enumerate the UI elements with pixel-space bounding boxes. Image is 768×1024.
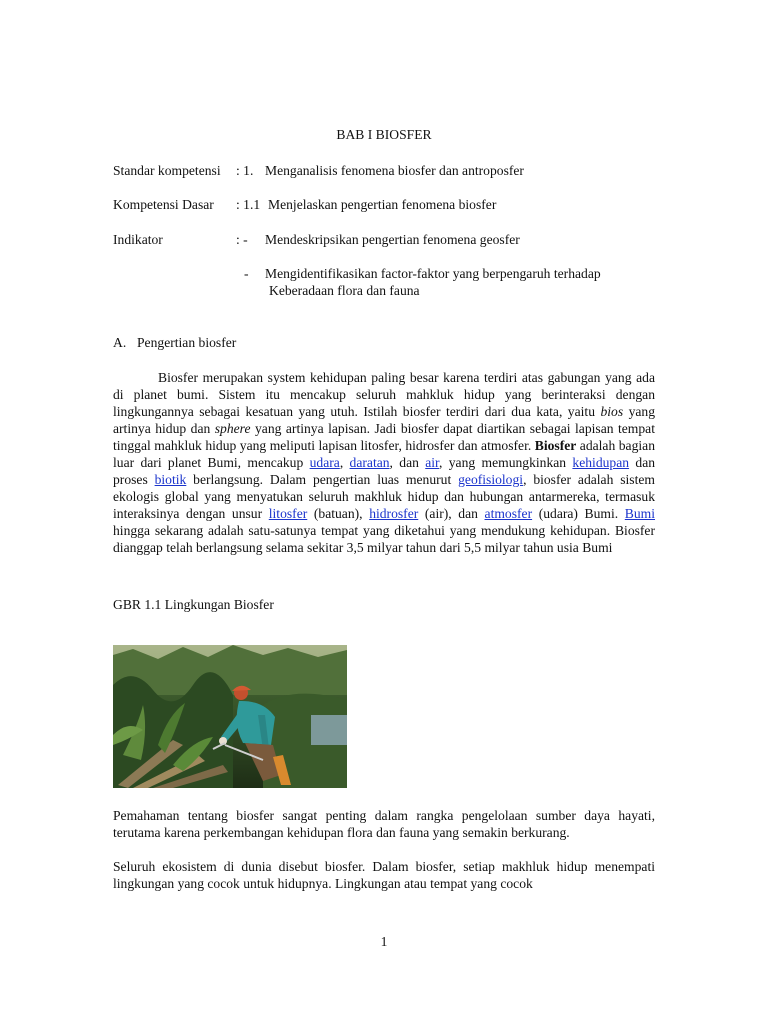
biosphere-photo-illustration bbox=[113, 645, 347, 788]
link-hidrosfer[interactable]: hidrosfer bbox=[369, 506, 419, 521]
para1-text-7: , yang memungkinkan bbox=[439, 455, 573, 470]
para1-text-2: yang artinya hidup dan bbox=[113, 404, 656, 436]
kompetensi-dasar-text: Menjelaskan pengertian fenomena biosfer bbox=[268, 197, 497, 212]
indikator-label: Indikator bbox=[113, 232, 163, 247]
para1-text-3: yang artinya lapisan. Jadi biosfer dapat diartikan sebagai lapisan tempat tinggal mahkluk hidup yang meliputi lapisan litosfer, hidrosfer dan atmosfer. bbox=[113, 421, 655, 453]
para1-text-12: (air), dan bbox=[418, 506, 485, 521]
section-marker: A. bbox=[113, 335, 127, 350]
link-bumi[interactable]: Bumi bbox=[624, 506, 656, 521]
standar-number: : 1. bbox=[236, 163, 254, 178]
indikator-item-2-line-2: Keberadaan flora dan fauna bbox=[269, 283, 420, 298]
indikator-item-2-line-1: Mengidentifikasikan factor-faktor yang berpengaruh terhadap bbox=[265, 266, 601, 281]
para1-text-4: adalah bagian luar dari planet Bumi, mencakup bbox=[113, 438, 655, 470]
indikator-bullet-2: - bbox=[244, 266, 249, 281]
kompetensi-dasar-label: Kompetensi Dasar bbox=[113, 197, 214, 212]
para1-text-14: hingga sekarang adalah satu-satunya tempat yang diketahui yang mendukung kehidupan. Biosfer dianggap telah berlangsung selama sekitar 3,5 milyar tahun dari 5,5 milyar tahun usia Bumi bbox=[113, 523, 655, 555]
kompetensi-dasar-number: : 1.1 bbox=[236, 197, 261, 212]
indikator-item-1: Mendeskripsikan pengertian fenomena geosfer bbox=[265, 232, 520, 247]
para1-text-13: (udara) Bumi. bbox=[532, 506, 625, 521]
para1-text-9: berlangsung. Dalam pengertian luas menurut bbox=[186, 472, 459, 487]
para1-text-11: (batuan), bbox=[307, 506, 370, 521]
para1-text-6: , dan bbox=[389, 455, 426, 470]
link-atmosfer[interactable]: atmosfer bbox=[484, 506, 533, 521]
term-sphere: sphere bbox=[214, 421, 251, 436]
link-geofisiologi[interactable]: geofisiologi bbox=[458, 472, 524, 487]
paragraph-pemahaman bbox=[113, 807, 655, 841]
paragraph-ekosistem-text: Seluruh ekosistem di dunia disebut biosfer. Dalam biosfer, setiap makhluk hidup menempati lingkungan yang cocok untuk hidupnya. Lingkungan atau tempat yang cocok bbox=[113, 859, 655, 891]
term-biosfer: Biosfer bbox=[534, 438, 577, 453]
para1-text-5: , bbox=[339, 455, 350, 470]
page-number: 1 bbox=[380, 934, 388, 949]
link-litosfer[interactable]: litosfer bbox=[268, 506, 308, 521]
paragraph-pemahaman-text: Pemahaman tentang biosfer sangat penting dalam rangka pengelolaan sumber daya hayati, terutama karena perkembangan kehidupan flora dan fauna yang semakin berkurang. bbox=[113, 808, 655, 840]
link-air[interactable]: air bbox=[425, 455, 440, 470]
link-biotik[interactable]: biotik bbox=[154, 472, 187, 487]
term-bios: bios bbox=[600, 404, 624, 419]
para1-text-8: dan proses bbox=[113, 455, 656, 487]
paragraph-ekosistem bbox=[113, 858, 655, 892]
link-daratan[interactable]: daratan bbox=[349, 455, 390, 470]
chapter-title: BAB I BIOSFER bbox=[336, 127, 432, 142]
figure-caption: GBR 1.1 Lingkungan Biosfer bbox=[113, 597, 274, 612]
paragraph-pengertian bbox=[113, 369, 655, 556]
para1-text-10: , biosfer adalah sistem ekologis global yang menyatukan seluruh makhluk hidup dan hubungan antarmereka, termasuk interaksinya dengan unsur bbox=[113, 472, 655, 521]
indikator-bullet-1: : - bbox=[236, 232, 248, 247]
standar-label: Standar kompetensi bbox=[113, 163, 221, 178]
section-heading: Pengertian biosfer bbox=[137, 335, 237, 350]
link-kehidupan[interactable]: kehidupan bbox=[572, 455, 630, 470]
link-udara[interactable]: udara bbox=[309, 455, 340, 470]
biosphere-photo bbox=[113, 645, 347, 788]
standar-text: Menganalisis fenomena biosfer dan antroposfer bbox=[265, 163, 524, 178]
para1-text-1: Biosfer merupakan system kehidupan paling besar karena terdiri atas gabungan yang ada di planet bumi. Sistem itu mencakup seluruh mahkluk hidup yang berinteraksi dengan lingkungannya sebagai kesatuan yang utuh. Istilah biosfer terdiri dari dua kata, yaitu bbox=[113, 370, 655, 419]
